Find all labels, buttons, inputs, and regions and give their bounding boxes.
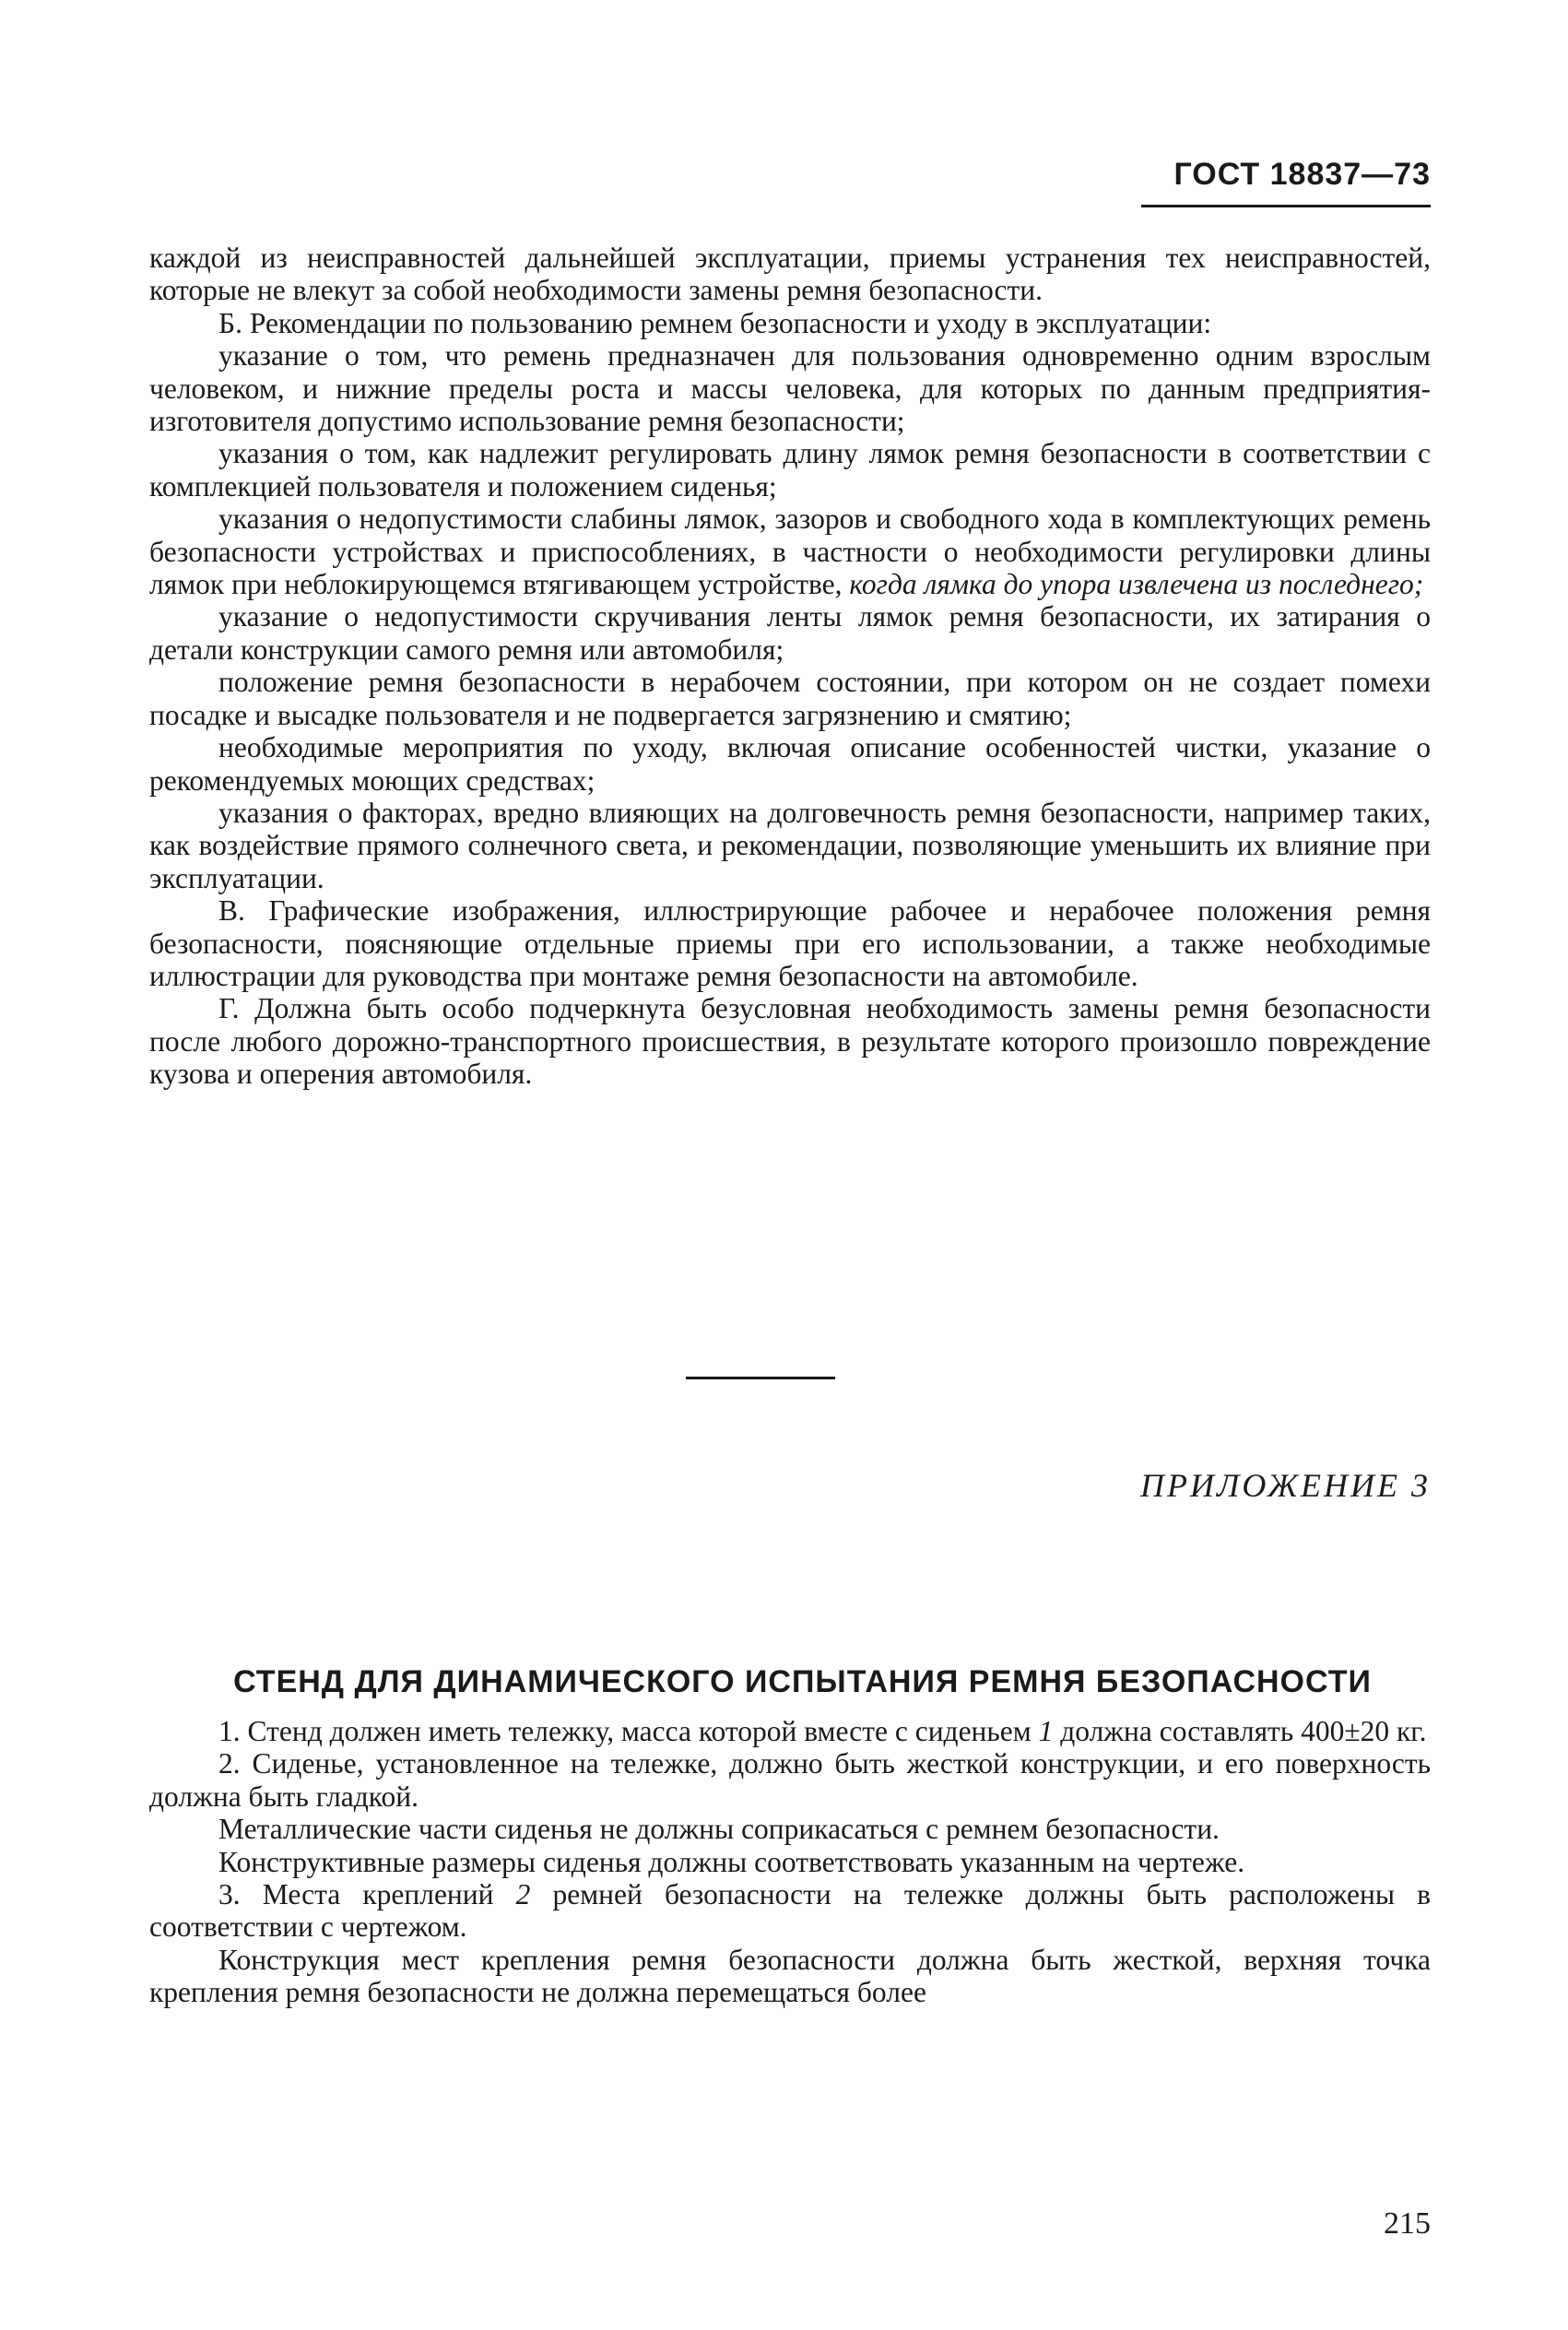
paragraph: указания о том, как надлежит регулировать длину лямок ремня безопасности в соответствии с комплекцией пользователя и положением сиденья; (149, 437, 1431, 503)
paragraph (149, 1878, 1431, 1944)
paragraph: Металлические части сиденья не должны соприкасаться с ремнем безопасности. (218, 1813, 1220, 1846)
paragraph: положение ремня безопасности в нерабочем состоянии, при котором он не создает помехи посадке и высадке пользователя и не подвергается загрязнению и смятию; (149, 666, 1431, 731)
section-separator (686, 1377, 835, 1379)
appendix-text (149, 1715, 1431, 2009)
paragraph: каждой из неисправностей дальнейшей эксплуатации, приемы устранения тех неисправностей, которые не влекут за собой необходимости замены ремня безопасности. (149, 242, 1431, 307)
paragraph: указание о недопустимости скручивания ленты лямок ремня безопасности, их затирания о детали конструкции самого ремня или автомобиля; (149, 600, 1431, 666)
paragraph: Конструктивные размеры сиденья должны соответствовать указанным на чертеже. (218, 1845, 1245, 1878)
standard-code-header: ГОСТ 18837—73 (1173, 157, 1431, 192)
item-number: 2 (515, 1878, 531, 1911)
paragraph (149, 1715, 1431, 1747)
paragraph: Г. Должна быть особо подчеркнута безусловная необходимость замены ремня безопасности после любого дорожно-транспортного происшествия, в результате которого произошло повреждение кузова и оперения автомобиля. (149, 992, 1431, 1091)
paragraph-text: 1. Стенд должен иметь тележку, масса которой вместе с сиденьем (218, 1715, 1039, 1747)
paragraph (149, 503, 1431, 600)
paragraph: В. Графические изображения, иллюстрирующие рабочее и нерабочее положения ремня безопасности, поясняющие отдельные приемы при его использовании, а также необходимые иллюстрации для руководства при монтаже ремня безопасности на автомобиле. (149, 894, 1431, 992)
paragraph: указания о факторах, вредно влияющих на долговечность ремня безопасности, например таких, как воздействие прямого солнечного света, и рекомендации, позволяющие уменьшить их влияние при эксплуатации. (149, 796, 1431, 894)
continuation-text (149, 242, 1431, 1091)
paragraph-text: 3. Места креплений (218, 1878, 516, 1911)
item-number: 1 (1038, 1715, 1054, 1747)
italic-text: когда лямка до упора извлечена из последнего; (842, 568, 1424, 601)
paragraph: Б. Рекомендации по пользованию ремнем безопасности и уходу в эксплуатации: (218, 306, 1212, 339)
page-number: 215 (1384, 2206, 1431, 2241)
paragraph: Конструкция мест крепления ремня безопасности должна быть жесткой, верхняя точка крепления ремня безопасности не должна перемещаться более (149, 1943, 1431, 2009)
paragraph: 2. Сиденье, установленное на тележке, должно быть жесткой конструкции, и его поверхность должна быть гладкой. (149, 1747, 1431, 1813)
paragraph-text: указания о недопустимости слабины лямок, зазоров и свободного хода в комплектующих ремень безопасности устройствах и приспособлениях, в частности о необходимости регулировки длины лямок при неблокирующемся втягивающем устройстве, (149, 503, 1431, 601)
paragraph: необходимые мероприятия по уходу, включая описание особенностей чистки, указание о рекомендуемых моющих средствах; (149, 731, 1431, 797)
paragraph-text: ремней безопасности на тележке должны быть расположены в соответствии с чертежом. (149, 1878, 1431, 1944)
paragraph: указание о том, что ремень предназначен для пользования одновременно одним взрослым человеком, и нижние пределы роста и массы человека, для которых по данным предприятия-изготовителя допустимо использование ремня безопасности; (149, 339, 1431, 438)
paragraph-text: должна составлять 400±20 кг. (1053, 1715, 1427, 1747)
appendix-label: ПРИЛОЖЕНИЕ 3 (1140, 1467, 1431, 1504)
appendix-title: СТЕНД ДЛЯ ДИНАМИЧЕСКОГО ИСПЫТАНИЯ РЕМНЯ БЕЗОПАСНОСТИ (233, 1664, 1372, 1699)
header-rule (1141, 205, 1431, 207)
